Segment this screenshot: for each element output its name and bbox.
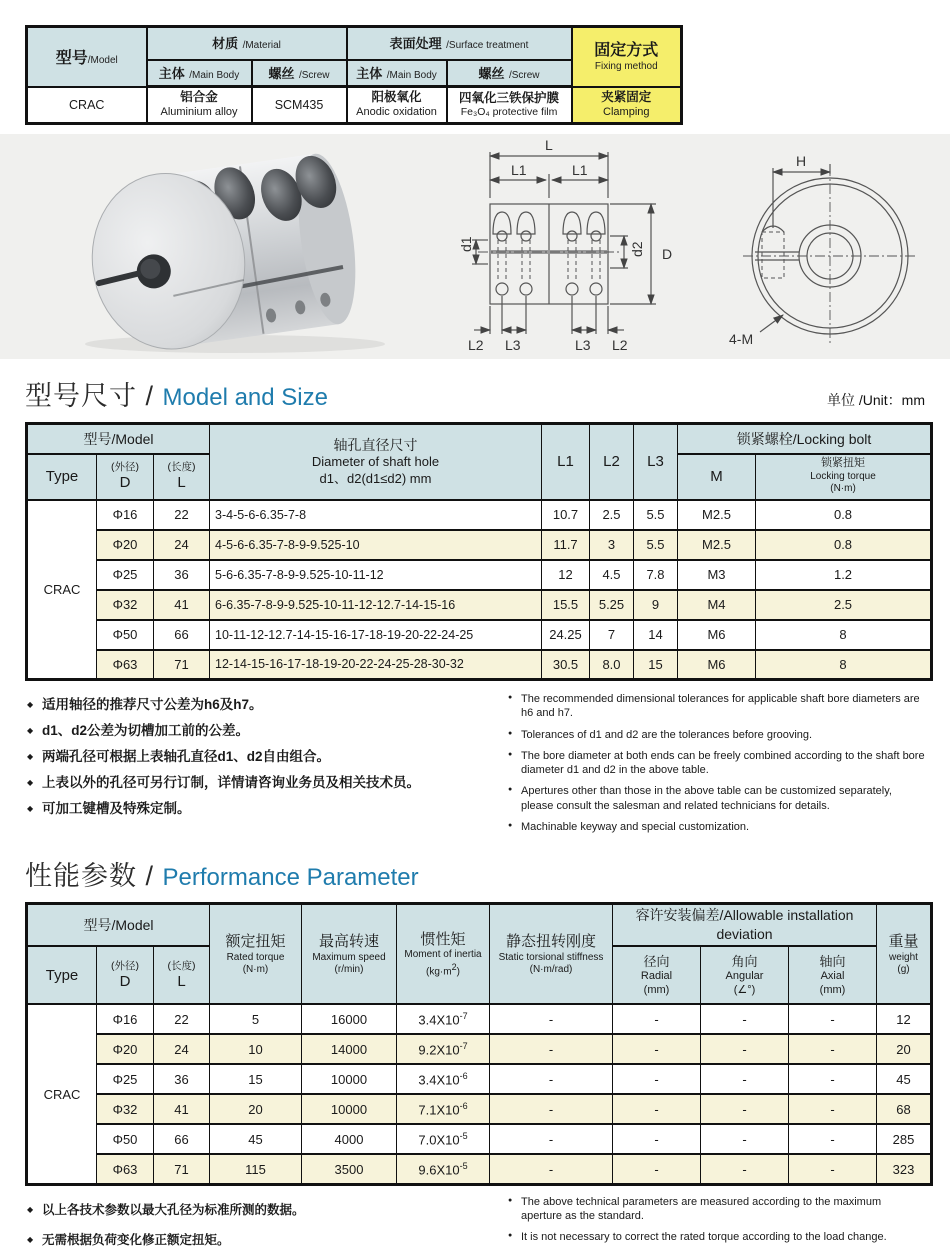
perf-header-inertia: 惯性矩 Moment of inertia $(kg\cdot m^2)$ — [397, 904, 490, 1005]
perf-table — [25, 902, 933, 1186]
size-header-d: (外径) D — [97, 454, 154, 500]
dim-label-L2-left: L2 — [468, 337, 484, 353]
size-row: Φ25 36 5-6-6.35-7-8-9-9.525-10-11-12 12 4.5 7.8 M3 1.2 — [27, 560, 932, 590]
spec-subheader-surface-body: 主体 /Main Body — [347, 60, 447, 87]
size-row: Φ63 71 12-14-15-16-17-18-19-20-22-24-25-28-30-32 30.5 8.0 15 M6 8 — [27, 650, 932, 680]
spec-header-model: 型号/Model — [27, 27, 147, 87]
note-item: ◆ 无需根据负荷变化修正额定扭矩。 — [25, 1225, 487, 1255]
size-row: Φ50 66 10-11-12-12.7-14-15-16-17-18-19-20-22-24-25 24.25 7 14 M6 8 — [27, 620, 932, 650]
note-item: ◆ 适用轴径的推荐尺寸公差为h6及h7。 — [25, 692, 487, 718]
side-view-drawing — [450, 134, 705, 359]
perf-notes-cn — [25, 1195, 487, 1255]
size-section-title: 型号尺寸 / Model and Size — [25, 381, 328, 411]
note-item: ● The recommended dimensional tolerances for applicable shaft bore diameters are h6 and h7. — [507, 692, 925, 721]
perf-header-model-group: 型号/Model — [27, 904, 210, 947]
unit-label: 单位 /Unit：mm — [827, 392, 925, 408]
size-notes-cn — [25, 692, 487, 841]
perf-type-value: CRAC — [27, 1004, 97, 1184]
dim-label-L2-right: L2 — [612, 337, 628, 353]
spec-surface-screw-value: 四氧化三铁保护膜 Fe₃O₄ protective film — [447, 87, 572, 124]
size-header-l3: L3 — [634, 424, 678, 500]
size-section-header — [25, 374, 925, 413]
dim-label-L: L — [545, 137, 553, 153]
size-row: Φ20 24 4-5-6-6.35-7-8-9-9.525-10 11.7 3 5.5 M2.5 0.8 — [27, 530, 932, 560]
spec-header-material: 材质 /Material — [147, 27, 347, 60]
size-header-torque: 锁紧扭矩 Locking torque (N·m) — [756, 454, 932, 500]
perf-header-axial: 轴向 Axial (mm) — [789, 946, 877, 1004]
size-header-l2: L2 — [590, 424, 634, 500]
note-item: ◆ 上表以外的孔径可另行订制，详情请咨询业务员及相关技术员。 — [25, 770, 487, 796]
spec-material-screw-value: SCM435 — [252, 87, 347, 124]
perf-notes-en — [507, 1195, 925, 1255]
dim-label-D: D — [662, 246, 673, 262]
size-type-value: CRAC — [27, 500, 97, 680]
dim-label-L3-right: L3 — [575, 337, 591, 353]
perf-row: Φ63 71 115 3500 $9.6X10^{-5}$ - - - - 323 — [27, 1154, 932, 1184]
spec-subheader-material-body: 主体 /Main Body — [147, 60, 252, 87]
size-row: Φ32 41 6-6.35-7-8-9-9.525-10-11-12-12.7-14-15-16 15.5 5.25 9 M4 2.5 — [27, 590, 932, 620]
perf-header-weight: 重量 weight (g) — [877, 904, 932, 1005]
perf-section-header — [25, 854, 925, 893]
spec-surface-body-value: 阳极氧化 Anodic oxidation — [347, 87, 447, 124]
dim-label-L1-right: L1 — [572, 162, 588, 178]
perf-header-type: Type — [27, 946, 97, 1004]
size-notes — [25, 692, 925, 841]
perf-header-torque: 额定扭矩 Rated torque (N·m) — [210, 904, 302, 1005]
dim-label-H: H — [796, 153, 807, 169]
spec-header-fixing: 固定方式 Fixing method — [572, 27, 682, 87]
perf-header-radial: 径向 Radial (mm) — [613, 946, 701, 1004]
perf-header-angular: 角向 Angular (∠°) — [701, 946, 789, 1004]
note-item: ◆ 两端孔径可根据上表轴孔直径d1、d2自由组合。 — [25, 744, 487, 770]
note-item: ● The bore diameter at both ends can be freely combined according to the shaft bore diameter d1 and d2 in the above table. — [507, 749, 925, 778]
perf-header-d: (外径) D — [97, 946, 154, 1004]
size-header-m: M — [678, 454, 756, 500]
size-header-l1: L1 — [542, 424, 590, 500]
note-item: ◆ 以上各技术参数以最大孔径为标准所测的数据。 — [25, 1195, 487, 1225]
perf-row: Φ20 24 10 14000 $9.2X10^{-7}$ - - - - 20 — [27, 1034, 932, 1064]
perf-row: Φ32 41 20 10000 $7.1X10^{-6}$ - - - - 68 — [27, 1094, 932, 1124]
perf-header-stiffness: 静态扭转刚度 Static torsional stiffness (N·m/rad) — [490, 904, 613, 1005]
spec-table — [25, 25, 683, 125]
spec-fixing-value: 夹紧固定 Clamping — [572, 87, 682, 124]
note-item: ● The above technical parameters are measured according to the maximum aperture as the standard. — [507, 1195, 925, 1224]
perf-notes — [25, 1195, 925, 1255]
perf-section-title: 性能参数 / Performance Parameter — [25, 861, 419, 892]
size-notes-en — [507, 692, 925, 841]
note-item: ● It is not necessary to correct the rated torque according to the load change. — [507, 1230, 925, 1244]
note-item: ● Machinable keyway and special customization. — [507, 820, 925, 834]
spec-header-surface: 表面处理 /Surface treatment — [347, 27, 572, 60]
note-item: ◆ d1、d2公差为切槽加工前的公差。 — [25, 718, 487, 744]
size-header-locking-group: 锁紧螺栓/Locking bolt — [678, 424, 932, 454]
spec-model-value: CRAC — [27, 87, 147, 124]
dim-label-d1: d1 — [458, 236, 474, 252]
spec-subheader-material-screw: 螺丝 /Screw — [252, 60, 347, 87]
size-table — [25, 422, 933, 681]
size-row: CRAC Φ16 22 3-4-5-6-6.35-7-8 10.7 2.5 5.5 M2.5 0.8 — [27, 500, 932, 530]
perf-header-speed: 最高转速 Maximum speed (r/min) — [302, 904, 397, 1005]
size-header-l: (长度) L — [154, 454, 210, 500]
size-header-hole: 轴孔直径尺寸 Diameter of shaft hole d1、d2(d1≤d2) mm — [210, 424, 542, 500]
perf-row: Φ50 66 45 4000 $7.0X10^{-5}$ - - - - 285 — [27, 1124, 932, 1154]
note-item: ● Tolerances of d1 and d2 are the tolerances before grooving. — [507, 728, 925, 742]
size-header-model-group: 型号/Model — [27, 424, 210, 454]
perf-row: Φ25 36 15 10000 $3.4X10^{-6}$ - - - - 45 — [27, 1064, 932, 1094]
spec-subheader-surface-screw: 螺丝 /Screw — [447, 60, 572, 87]
spec-row — [27, 87, 682, 124]
end-view-drawing — [705, 134, 950, 359]
dim-label-L3-left: L3 — [505, 337, 521, 353]
size-header-type: Type — [27, 454, 97, 500]
perf-header-l: (长度) L — [154, 946, 210, 1004]
note-item: ● Apertures other than those in the above table can be customized separately, please consult the salesman and related technicians for details. — [507, 784, 925, 813]
perf-header-deviation-group: 容许安装偏差/Allowable installation deviation — [613, 904, 877, 947]
note-item: ◆ 可加工键槽及特殊定制。 — [25, 796, 487, 822]
product-photo — [0, 134, 450, 359]
dim-label-4M: 4-M — [729, 331, 754, 347]
hero-band — [0, 134, 950, 359]
dim-label-L1-left: L1 — [511, 162, 527, 178]
spec-material-body-value: 铝合金 Aluminium alloy — [147, 87, 252, 124]
dim-label-d2: d2 — [629, 241, 645, 257]
perf-row: CRAC Φ16 22 5 16000 $3.4X10^{-7}$ - - - - 12 — [27, 1004, 932, 1034]
